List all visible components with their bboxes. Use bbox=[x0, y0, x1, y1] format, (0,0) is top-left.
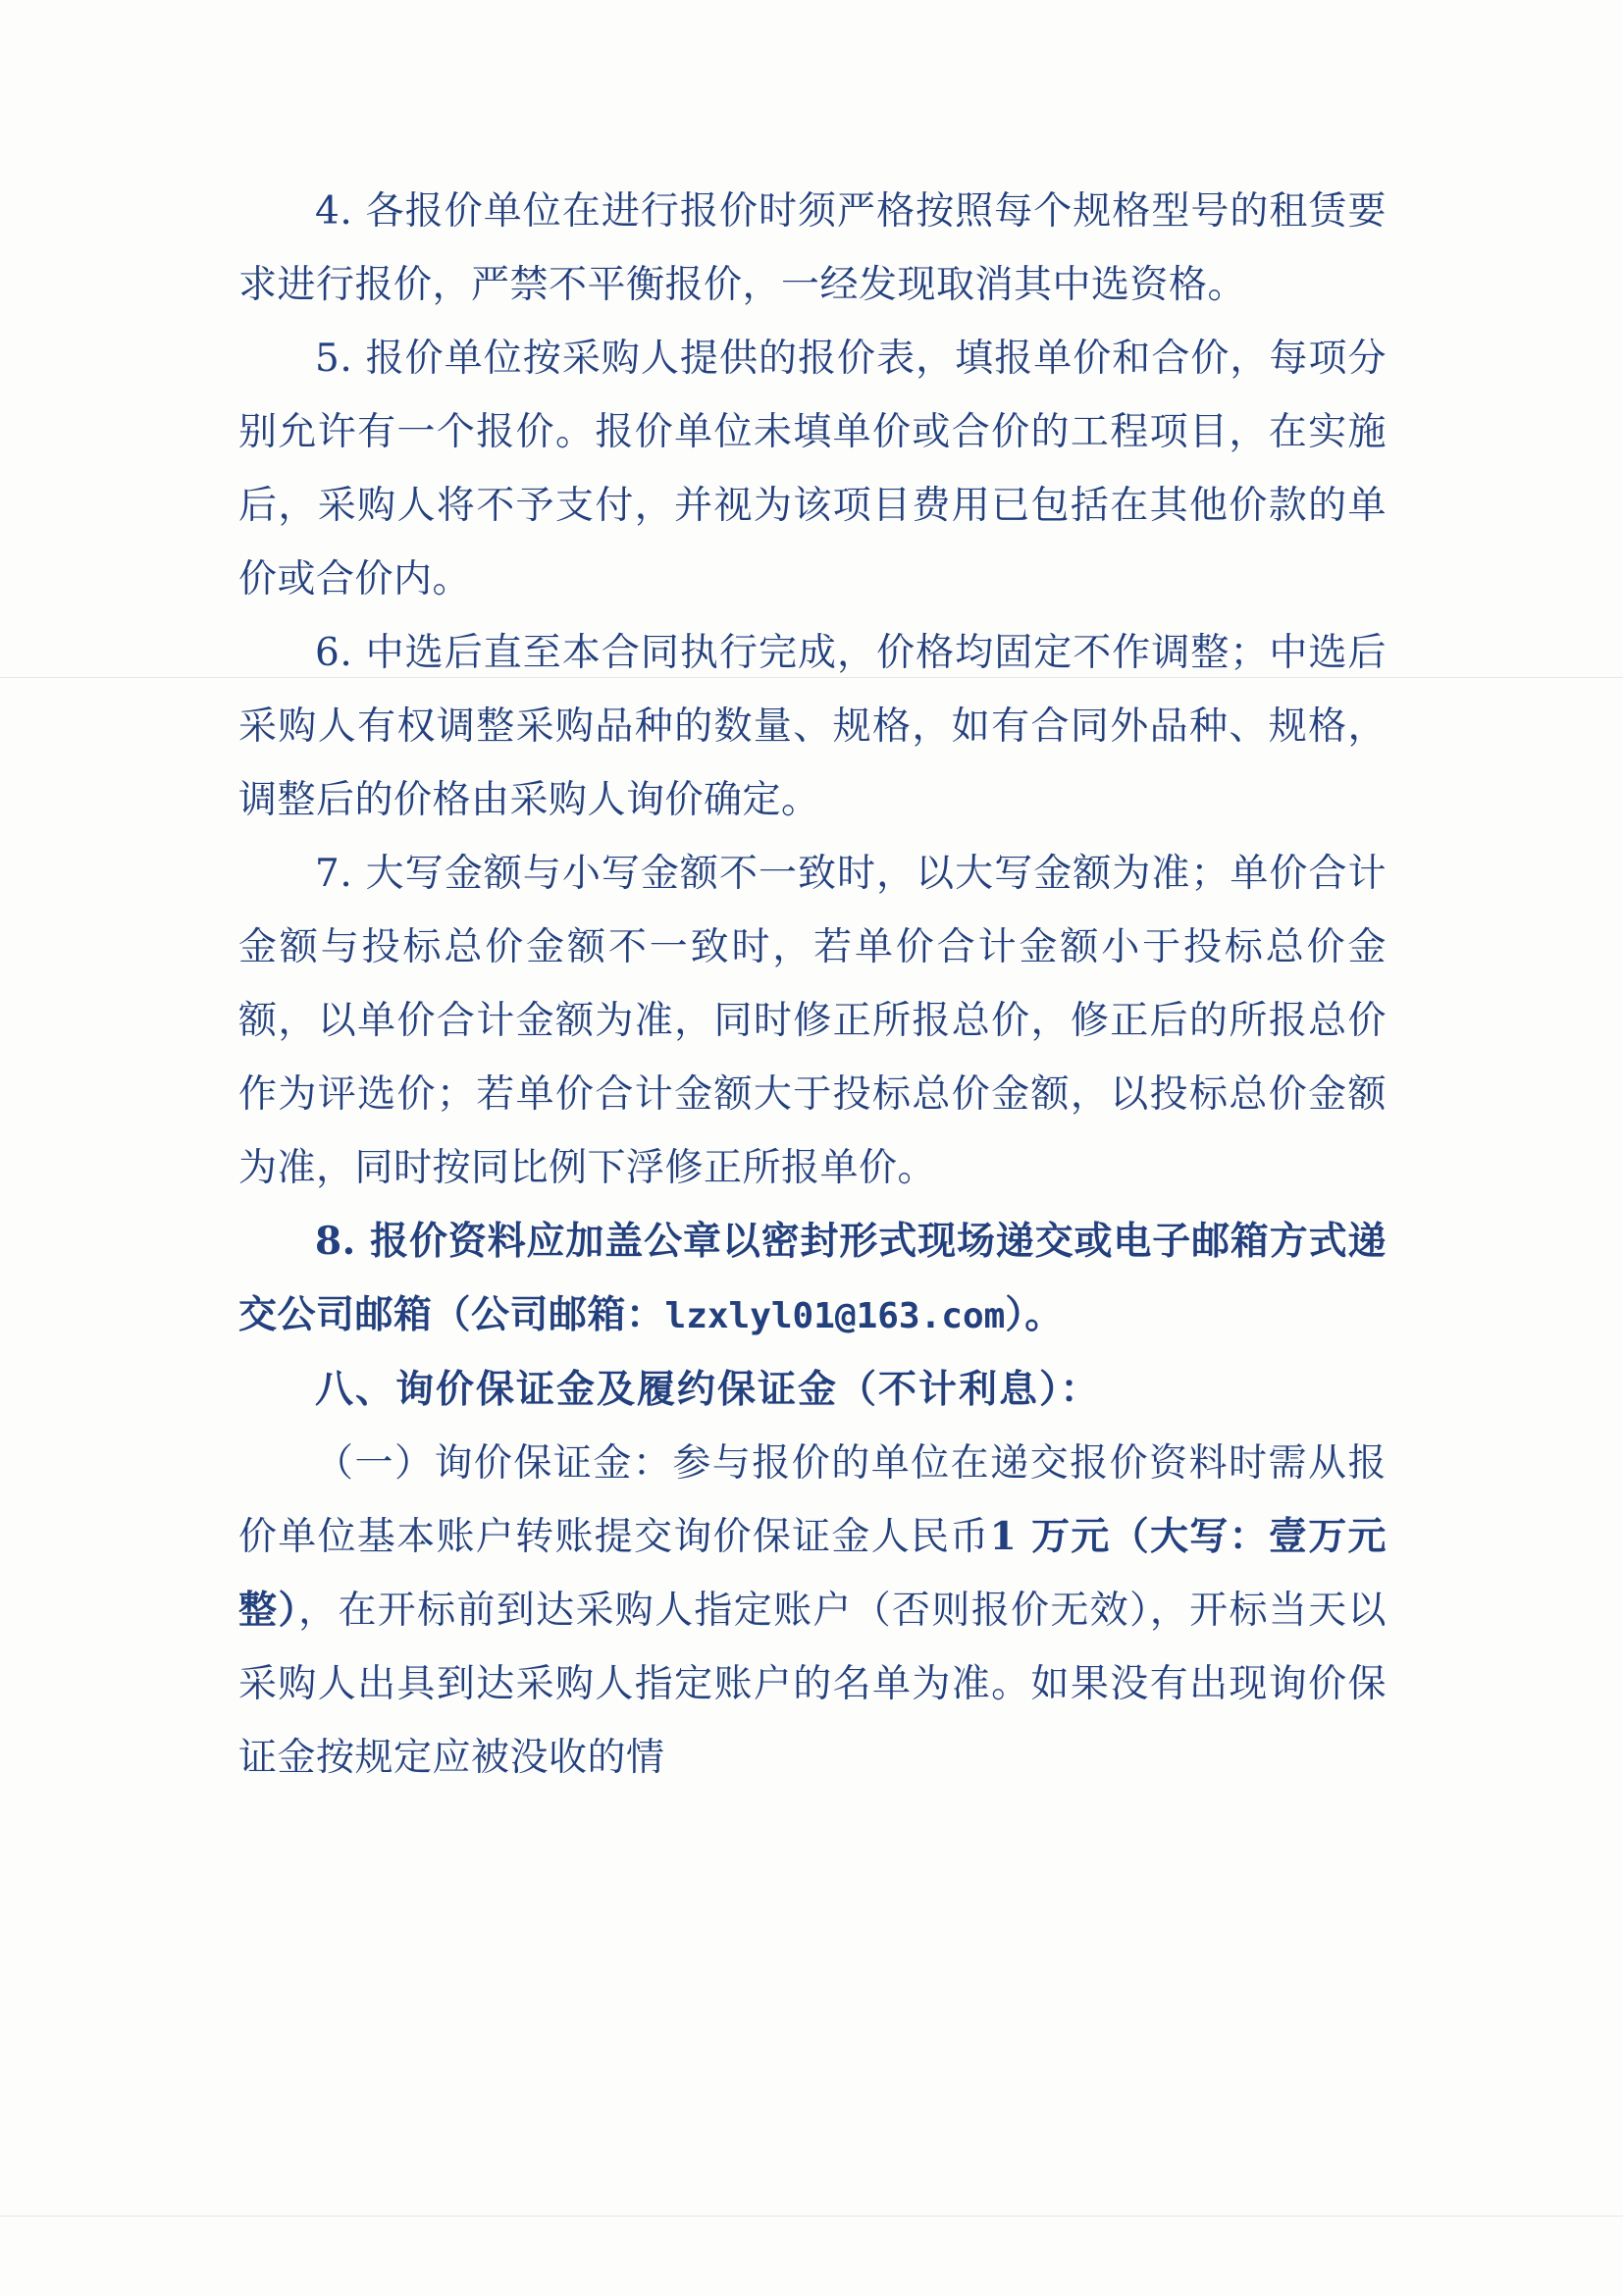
paragraph-item-8 bbox=[238, 1205, 1387, 1353]
deposit-tail-text: ，在开标前到达采购人指定账户（否则报价无效），开标当天以采购人出具到达采购人指定账户的名单为准。如果没有出现询价保证金按规定应被没收的情 bbox=[238, 1589, 1387, 1780]
paragraph-item-6: 6. 中选后直至本合同执行完成，价格均固定不作调整；中选后采购人有权调整采购品种的数量、规格，如有合同外品种、规格，调整后的价格由采购人询价确定。 bbox=[238, 631, 1387, 822]
item-8-text-after-email: ）。 bbox=[1005, 1292, 1064, 1337]
document-body bbox=[238, 175, 1387, 1795]
deposit-amount-words: （大写：壹万元整） bbox=[238, 1514, 1387, 1633]
deposit-amount: 1 万元 bbox=[989, 1514, 1111, 1559]
scan-seam-bottom bbox=[0, 2216, 1623, 2217]
section-heading-eight: 八、询价保证金及履约保证金（不计利息）： bbox=[315, 1367, 1101, 1412]
company-email-address: lzxlyl01@163.com bbox=[664, 1296, 1006, 1336]
item-8-text-before-email: 8. 报价资料应加盖公章以密封形式现场递交或电子邮箱方式递交公司邮箱（公司邮箱： bbox=[238, 1219, 1387, 1337]
paragraph-item-5: 5. 报价单位按采购人提供的报价表，填报单价和合价，每项分别允许有一个报价。报价单位未填单价或合价的工程项目，在实施后，采购人将不予支付，并视为该项目费用已包括在其他价款的单价或合价内。 bbox=[238, 337, 1387, 601]
paragraph-section-8-1 bbox=[238, 1427, 1387, 1795]
deposit-lead-text: （一）询价保证金：参与报价的单位在递交报价资料时需从报价单位基本账户转账提交询价保证金人民币 bbox=[238, 1441, 1387, 1559]
paragraph-item-4: 4. 各报价单位在进行报价时须严格按照每个规格型号的租赁要求进行报价，严禁不平衡报价，一经发现取消其中选资格。 bbox=[238, 189, 1387, 307]
paragraph-item-7: 7. 大写金额与小写金额不一致时，以大写金额为准；单价合计金额与投标总价金额不一致时，若单价合计金额小于投标总价金额，以单价合计金额为准，同时修正所报总价，修正后的所报总价作为评选价；若单价合计金额大于投标总价金额，以投标总价金额为准，同时按同比例下浮修正所报单价。 bbox=[238, 852, 1387, 1190]
